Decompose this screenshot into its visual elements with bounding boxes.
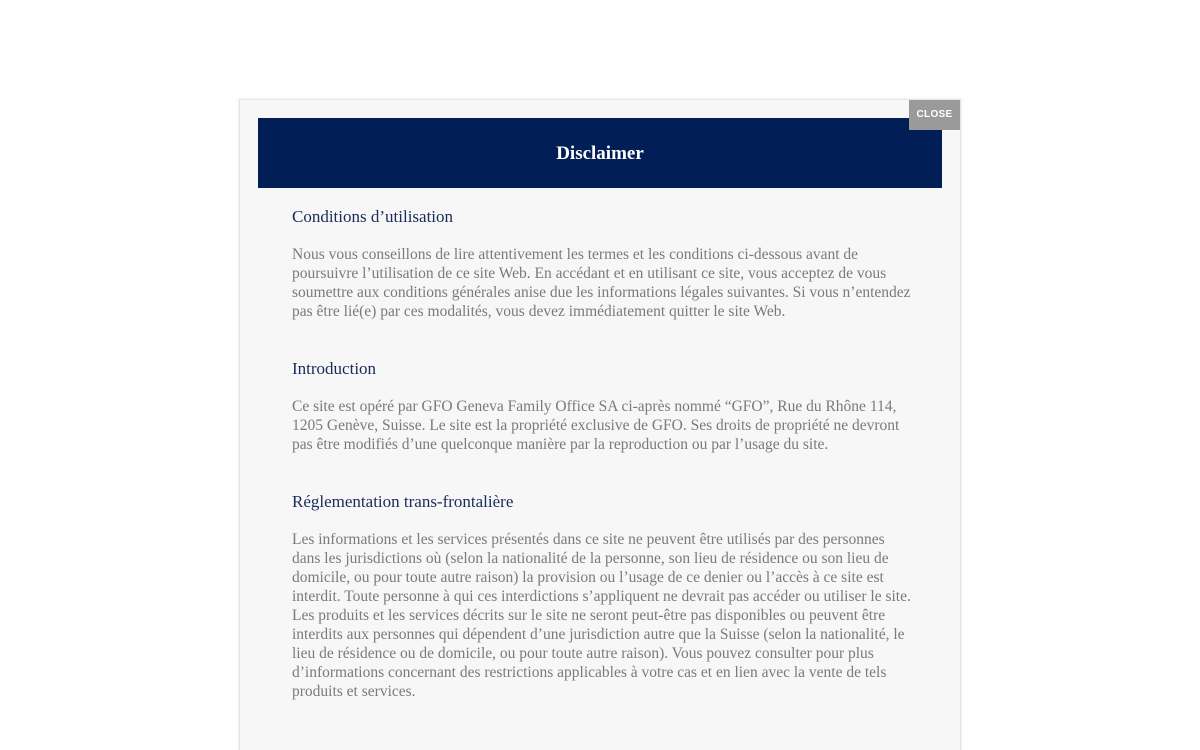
disclaimer-modal <box>239 99 961 750</box>
modal-content[interactable] <box>292 206 912 701</box>
section-cross-border-regulation <box>292 491 912 701</box>
modal-title: Disclaimer <box>556 143 644 164</box>
section-heading: Réglementation trans-frontalière <box>292 492 514 511</box>
section-conditions <box>292 206 912 321</box>
section-heading: Conditions d’utilisation <box>292 207 454 226</box>
modal-header <box>258 118 942 188</box>
section-introduction <box>292 358 912 454</box>
section-body: Les informations et les services présentés dans ce site ne peuvent être utilisés par des personnes dans les jurisdictions où (selon la nationalité de la personne, son lieu de résidence ou son lieu de domicile, ou pour toute autre raison) la provision ou l’usage de ce denier ou l’accès à ce site est interdit. Toute personne à qui ces interdictions s’appliquent ne devrait pas accéder ou utiliser le site. Les produits et les services décrits sur le site ne seront peut-être pas disponibles ou peuvent être interdits aux personnes qui dépendent d’une jurisdiction autre que la Suisse (selon la nationalité, le lieu de résidence ou de domicile, ou pour toute autre raison). Vous pouvez consulter pour plus d’informations concernant des restrictions applicables à votre cas et en lien avec la vente de tels produits et services. <box>292 531 911 700</box>
section-body: Ce site est opéré par GFO Geneva Family Office SA ci-après nommé “GFO”, Rue du Rhône 114, 1205 Genève, Suisse. Le site est la propriété exclusive de GFO. Ses droits de propriété ne devront pas être modifiés d’une quelconque manière par la reproduction ou par l’usage du site. <box>292 398 900 453</box>
section-body: Nous vous conseillons de lire attentivement les termes et les conditions ci-dessous avant de poursuivre l’utilisation de ce site Web. En accédant et en utilisant ce site, vous acceptez de vous soumettre aux conditions générales anise due les informations légales suivantes. Si vous n’entendez pas être lié(e) par ces modalités, vous devez immédiatement quitter le site Web. <box>292 246 911 320</box>
section-heading: Introduction <box>292 359 377 378</box>
close-button[interactable]: CLOSE <box>909 100 960 130</box>
